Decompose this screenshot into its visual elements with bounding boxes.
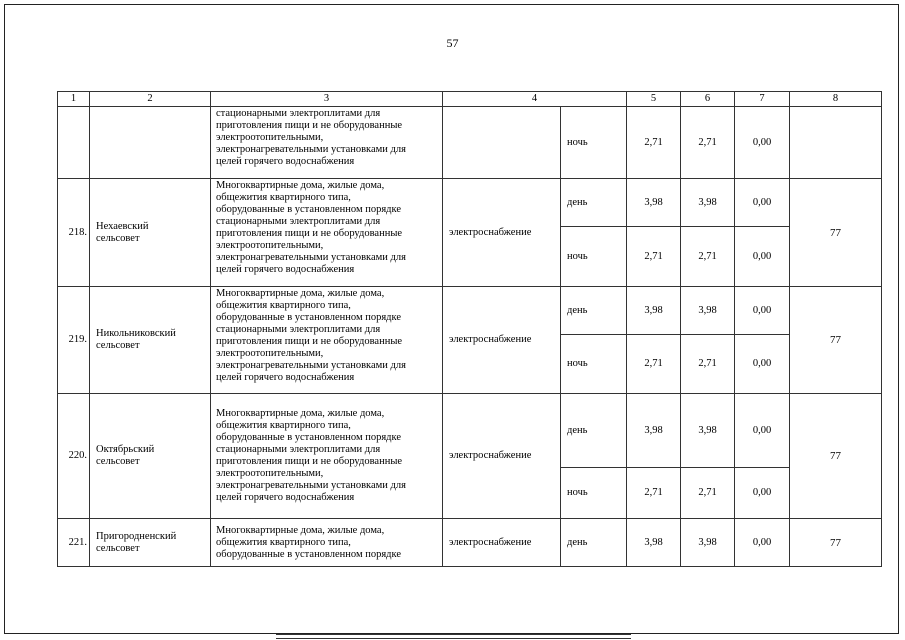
row-number: 219.: [58, 287, 90, 394]
norm-value: 77: [790, 394, 882, 519]
utility-type: электроснабжение: [443, 287, 561, 394]
tariff-value: 2,71: [627, 107, 681, 179]
tariff-value: 3,98: [681, 287, 735, 335]
period-label: ночь: [561, 227, 627, 287]
header-cell-4: 4: [443, 92, 627, 107]
tariff-value: 3,98: [627, 394, 681, 468]
row-number: 220.: [58, 394, 90, 519]
period-label: день: [561, 179, 627, 227]
utility-type: электроснабжение: [443, 179, 561, 287]
page-number: 57: [446, 36, 459, 50]
settlement-name: Октябрьский сельсовет: [90, 394, 211, 519]
table-row: [58, 287, 882, 335]
period-label: ночь: [561, 107, 627, 179]
period-label: ночь: [561, 335, 627, 394]
tariff-value: 3,98: [627, 519, 681, 567]
tariff-value: 2,71: [681, 227, 735, 287]
period-label: день: [561, 519, 627, 567]
tariff-value: 2,71: [627, 335, 681, 394]
norm-value: 77: [790, 287, 882, 394]
period-label: ночь: [561, 468, 627, 519]
table-row: [58, 107, 882, 179]
tariff-value: 2,71: [681, 468, 735, 519]
tariff-value: 2,71: [627, 227, 681, 287]
row-number: 218.: [58, 179, 90, 287]
tariff-value: 0,00: [735, 107, 790, 179]
utility-type: электроснабжение: [443, 394, 561, 519]
header-cell-5: 5: [627, 92, 681, 107]
header-cell-7: 7: [735, 92, 790, 107]
row-number: [58, 107, 90, 179]
tariff-value: 2,71: [681, 335, 735, 394]
utility-type: [443, 107, 561, 179]
tariff-value: 0,00: [735, 287, 790, 335]
category-description: Многоквартирные дома, жилые дома, общежития квартирного типа, оборудованные в установленном порядке стационарными электроплитами для приготовления пищи и не оборудованные электроотопительными, электронагревательными установками для целей горячего водоснабжения: [211, 179, 443, 287]
tariff-value: 0,00: [735, 179, 790, 227]
period-label: день: [561, 394, 627, 468]
tariff-value: 0,00: [735, 468, 790, 519]
category-description: стационарными электроплитами для приготовления пищи и не оборудованные электроотопительными, электронагревательными установками для целей горячего водоснабжения: [211, 107, 443, 179]
tariff-value: 3,98: [627, 287, 681, 335]
tariff-value: 0,00: [735, 335, 790, 394]
settlement-name: Пригородненский сельсовет: [90, 519, 211, 567]
tariff-value: 0,00: [735, 227, 790, 287]
header-cell-3: 3: [211, 92, 443, 107]
header-cell-2: 2: [90, 92, 211, 107]
tariff-table: [57, 91, 882, 567]
tariff-value: 3,98: [681, 179, 735, 227]
header-cell-8: 8: [790, 92, 882, 107]
header-row: [58, 92, 882, 107]
row-number: 221.: [58, 519, 90, 567]
tariff-value: 0,00: [735, 394, 790, 468]
period-label: день: [561, 287, 627, 335]
norm-value: 77: [790, 519, 882, 567]
settlement-name: Никольниковский сельсовет: [90, 287, 211, 394]
table-row: [58, 394, 882, 468]
utility-type: электроснабжение: [443, 519, 561, 567]
tariff-value: 3,98: [681, 394, 735, 468]
settlement-name: [90, 107, 211, 179]
tariff-value: 3,98: [681, 519, 735, 567]
settlement-name: Нехаевский сельсовет: [90, 179, 211, 287]
tariff-value: 3,98: [627, 179, 681, 227]
tariff-value: 2,71: [681, 107, 735, 179]
category-description: Многоквартирные дома, жилые дома, общежития квартирного типа, оборудованные в установленном порядке стационарными электроплитами для приготовления пищи и не оборудованные электроотопительными, электронагревательными установками для целей горячего водоснабжения: [211, 394, 443, 519]
table-row: [58, 179, 882, 227]
tariff-value: 0,00: [735, 519, 790, 567]
footer-divider: [276, 634, 631, 639]
table-row: [58, 519, 882, 567]
tariff-value: 2,71: [627, 468, 681, 519]
category-description: Многоквартирные дома, жилые дома, общежития квартирного типа, оборудованные в установленном порядке стационарными электроплитами для приготовления пищи и не оборудованные электроотопительными, электронагревательными установками для целей горячего водоснабжения: [211, 287, 443, 394]
norm-value: 77: [790, 179, 882, 287]
category-description: Многоквартирные дома, жилые дома, общежития квартирного типа, оборудованные в установленном порядке: [211, 519, 443, 567]
header-cell-6: 6: [681, 92, 735, 107]
norm-value: [790, 107, 882, 179]
header-cell-1: 1: [58, 92, 90, 107]
